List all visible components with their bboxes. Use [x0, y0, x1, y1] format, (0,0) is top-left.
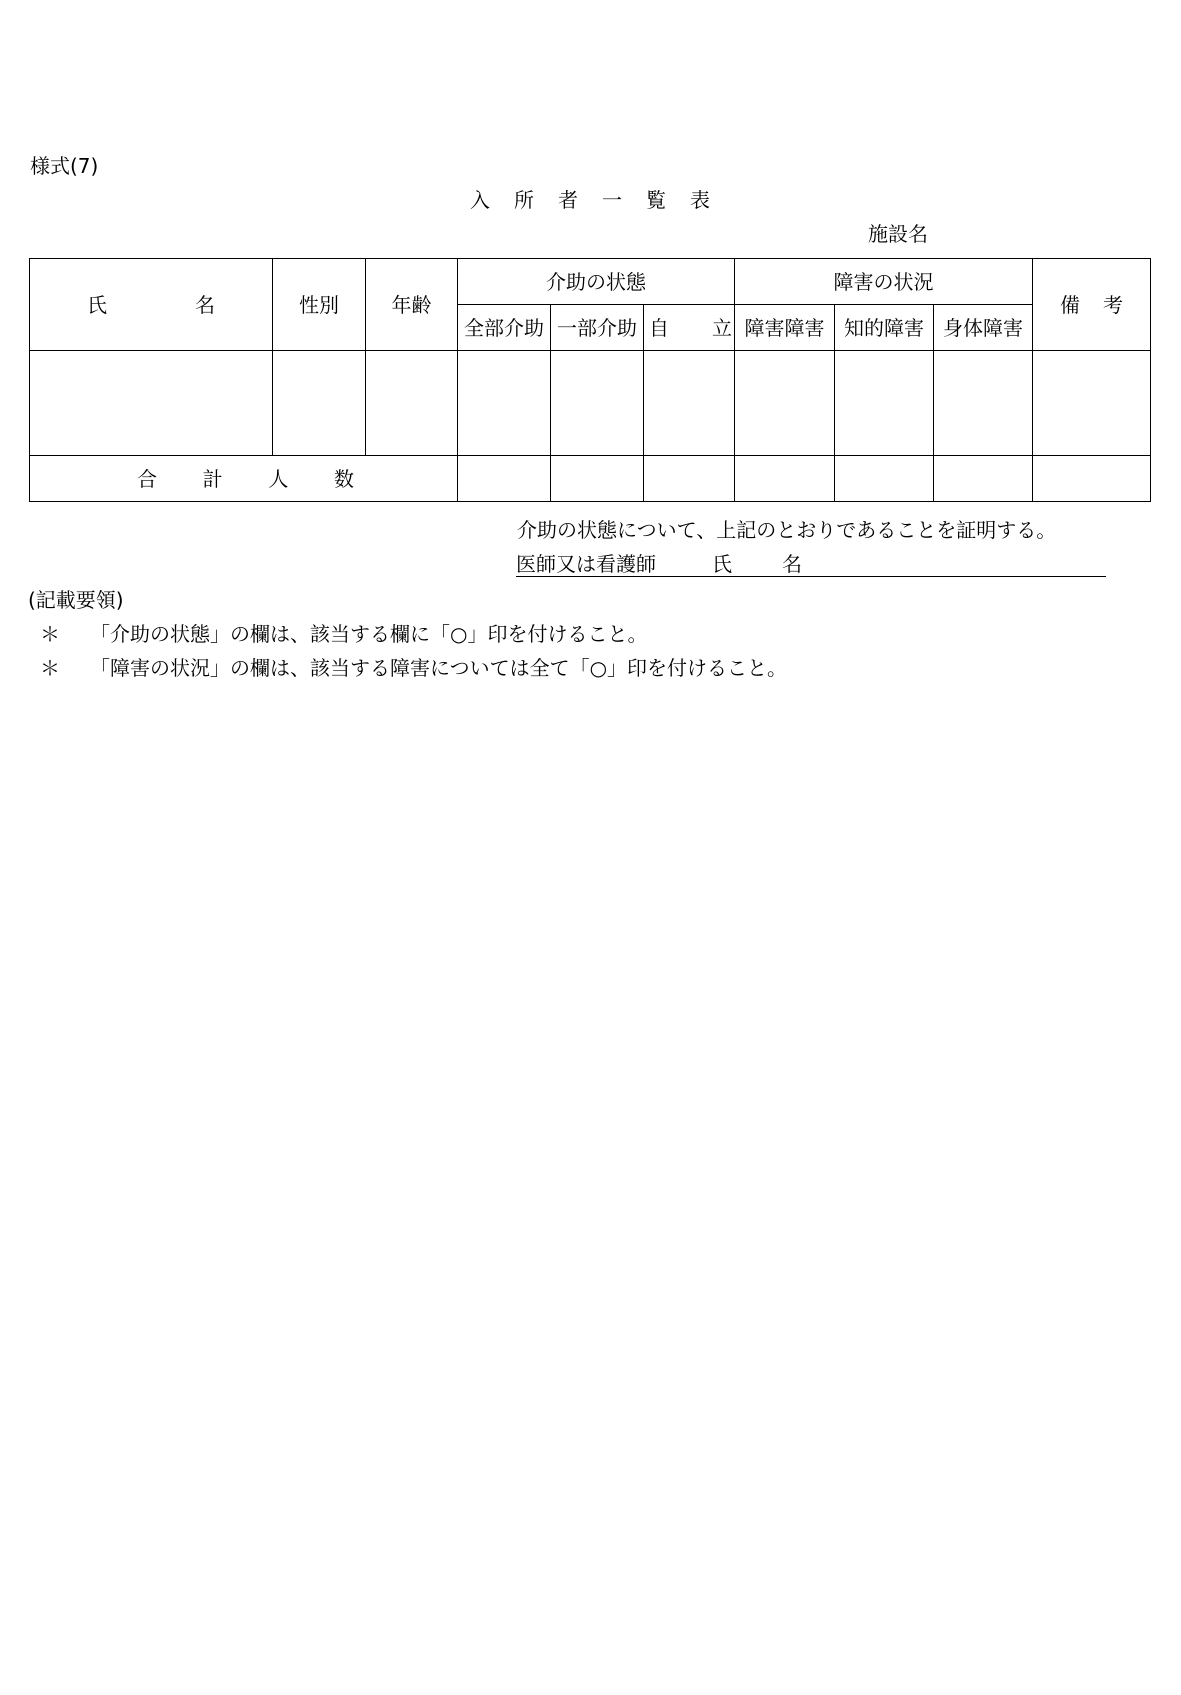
total-char-2: 計 — [202, 466, 223, 491]
total-full-assist-cell[interactable] — [458, 456, 551, 502]
header-sex-label: 性別 — [299, 292, 339, 317]
table-row — [30, 351, 1151, 456]
header-care-group-cell — [458, 259, 735, 305]
total-intellectual-cell[interactable] — [835, 456, 934, 502]
header-partial-assist-label: 一部介助 — [557, 315, 637, 340]
header-intellectual-cell — [835, 305, 934, 351]
form-number-label: 様式(7) — [30, 154, 99, 178]
total-independent-cell[interactable] — [644, 456, 735, 502]
header-name-char-1: 氏 — [87, 292, 107, 317]
header-physical-cell — [934, 305, 1033, 351]
header-name-cell — [30, 259, 273, 351]
entry-name-cell[interactable] — [30, 351, 273, 456]
total-char-4: 数 — [333, 466, 354, 491]
signer-name-char-1: 氏 — [712, 552, 732, 576]
total-char-1: 合 — [137, 466, 157, 491]
note-item-2 — [40, 658, 787, 678]
total-physical-cell[interactable] — [934, 456, 1033, 502]
total-remarks-cell[interactable] — [1033, 456, 1151, 502]
header-remarks-char-1: 備 — [1060, 292, 1080, 317]
entry-remarks-cell[interactable] — [1033, 351, 1151, 456]
note-bullet: ＊ — [40, 656, 60, 680]
signer-label: 医師又は看護師 — [516, 552, 656, 576]
total-label-cell — [30, 456, 458, 502]
total-char-3: 人 — [268, 466, 289, 491]
header-full-assist-cell — [458, 305, 551, 351]
header-independent-char-1: 自 — [649, 315, 669, 340]
entry-intellectual-cell[interactable] — [835, 351, 934, 456]
header-independent-cell — [644, 305, 735, 351]
signer-name-char-2: 名 — [782, 552, 802, 576]
note-text-1: 「介助の状態」の欄は、該当する欄に「○」印を付けること。 — [90, 622, 648, 646]
entry-disability-1-cell[interactable] — [735, 351, 835, 456]
document-title: 入所者一覧表 — [470, 188, 734, 212]
header-sex-cell — [273, 259, 366, 351]
header-disability-1-label: 障害障害 — [744, 315, 825, 340]
header-disability-group-cell — [735, 259, 1033, 305]
entry-physical-cell[interactable] — [934, 351, 1033, 456]
entry-age-cell[interactable] — [366, 351, 458, 456]
note-text-2: 「障害の状況」の欄は、該当する障害については全て「○」印を付けること。 — [90, 656, 788, 680]
note-bullet: ＊ — [40, 622, 60, 646]
total-disability-1-cell[interactable] — [735, 456, 835, 502]
header-remarks-cell — [1033, 259, 1151, 351]
header-remarks-char-2: 考 — [1103, 292, 1123, 317]
entry-sex-cell[interactable] — [273, 351, 366, 456]
entry-independent-cell[interactable] — [644, 351, 735, 456]
header-name-char-2: 名 — [195, 292, 215, 317]
header-disability-1-cell — [735, 305, 835, 351]
entry-full-assist-cell[interactable] — [458, 351, 551, 456]
facility-name-label: 施設名 — [868, 222, 928, 246]
total-row — [30, 456, 1151, 502]
header-age-cell — [366, 259, 458, 351]
header-age-label: 年齢 — [391, 292, 432, 317]
note-item-1 — [40, 624, 647, 644]
header-intellectual-label: 知的障害 — [844, 315, 924, 340]
entry-partial-assist-cell[interactable] — [551, 351, 644, 456]
notes-heading: (記載要領) — [28, 588, 124, 612]
resident-list-table — [29, 258, 1151, 502]
header-physical-label: 身体障害 — [943, 315, 1023, 340]
header-care-group-label: 介助の状態 — [546, 269, 646, 294]
signature-line[interactable] — [516, 554, 1106, 577]
header-disability-group-label: 障害の状況 — [833, 269, 934, 294]
header-independent-char-2: 立 — [712, 315, 732, 340]
total-partial-assist-cell[interactable] — [551, 456, 644, 502]
header-full-assist-label: 全部介助 — [464, 315, 544, 340]
header-partial-assist-cell — [551, 305, 644, 351]
certification-statement: 介助の状態について、上記のとおりであることを証明する。 — [517, 518, 1057, 542]
